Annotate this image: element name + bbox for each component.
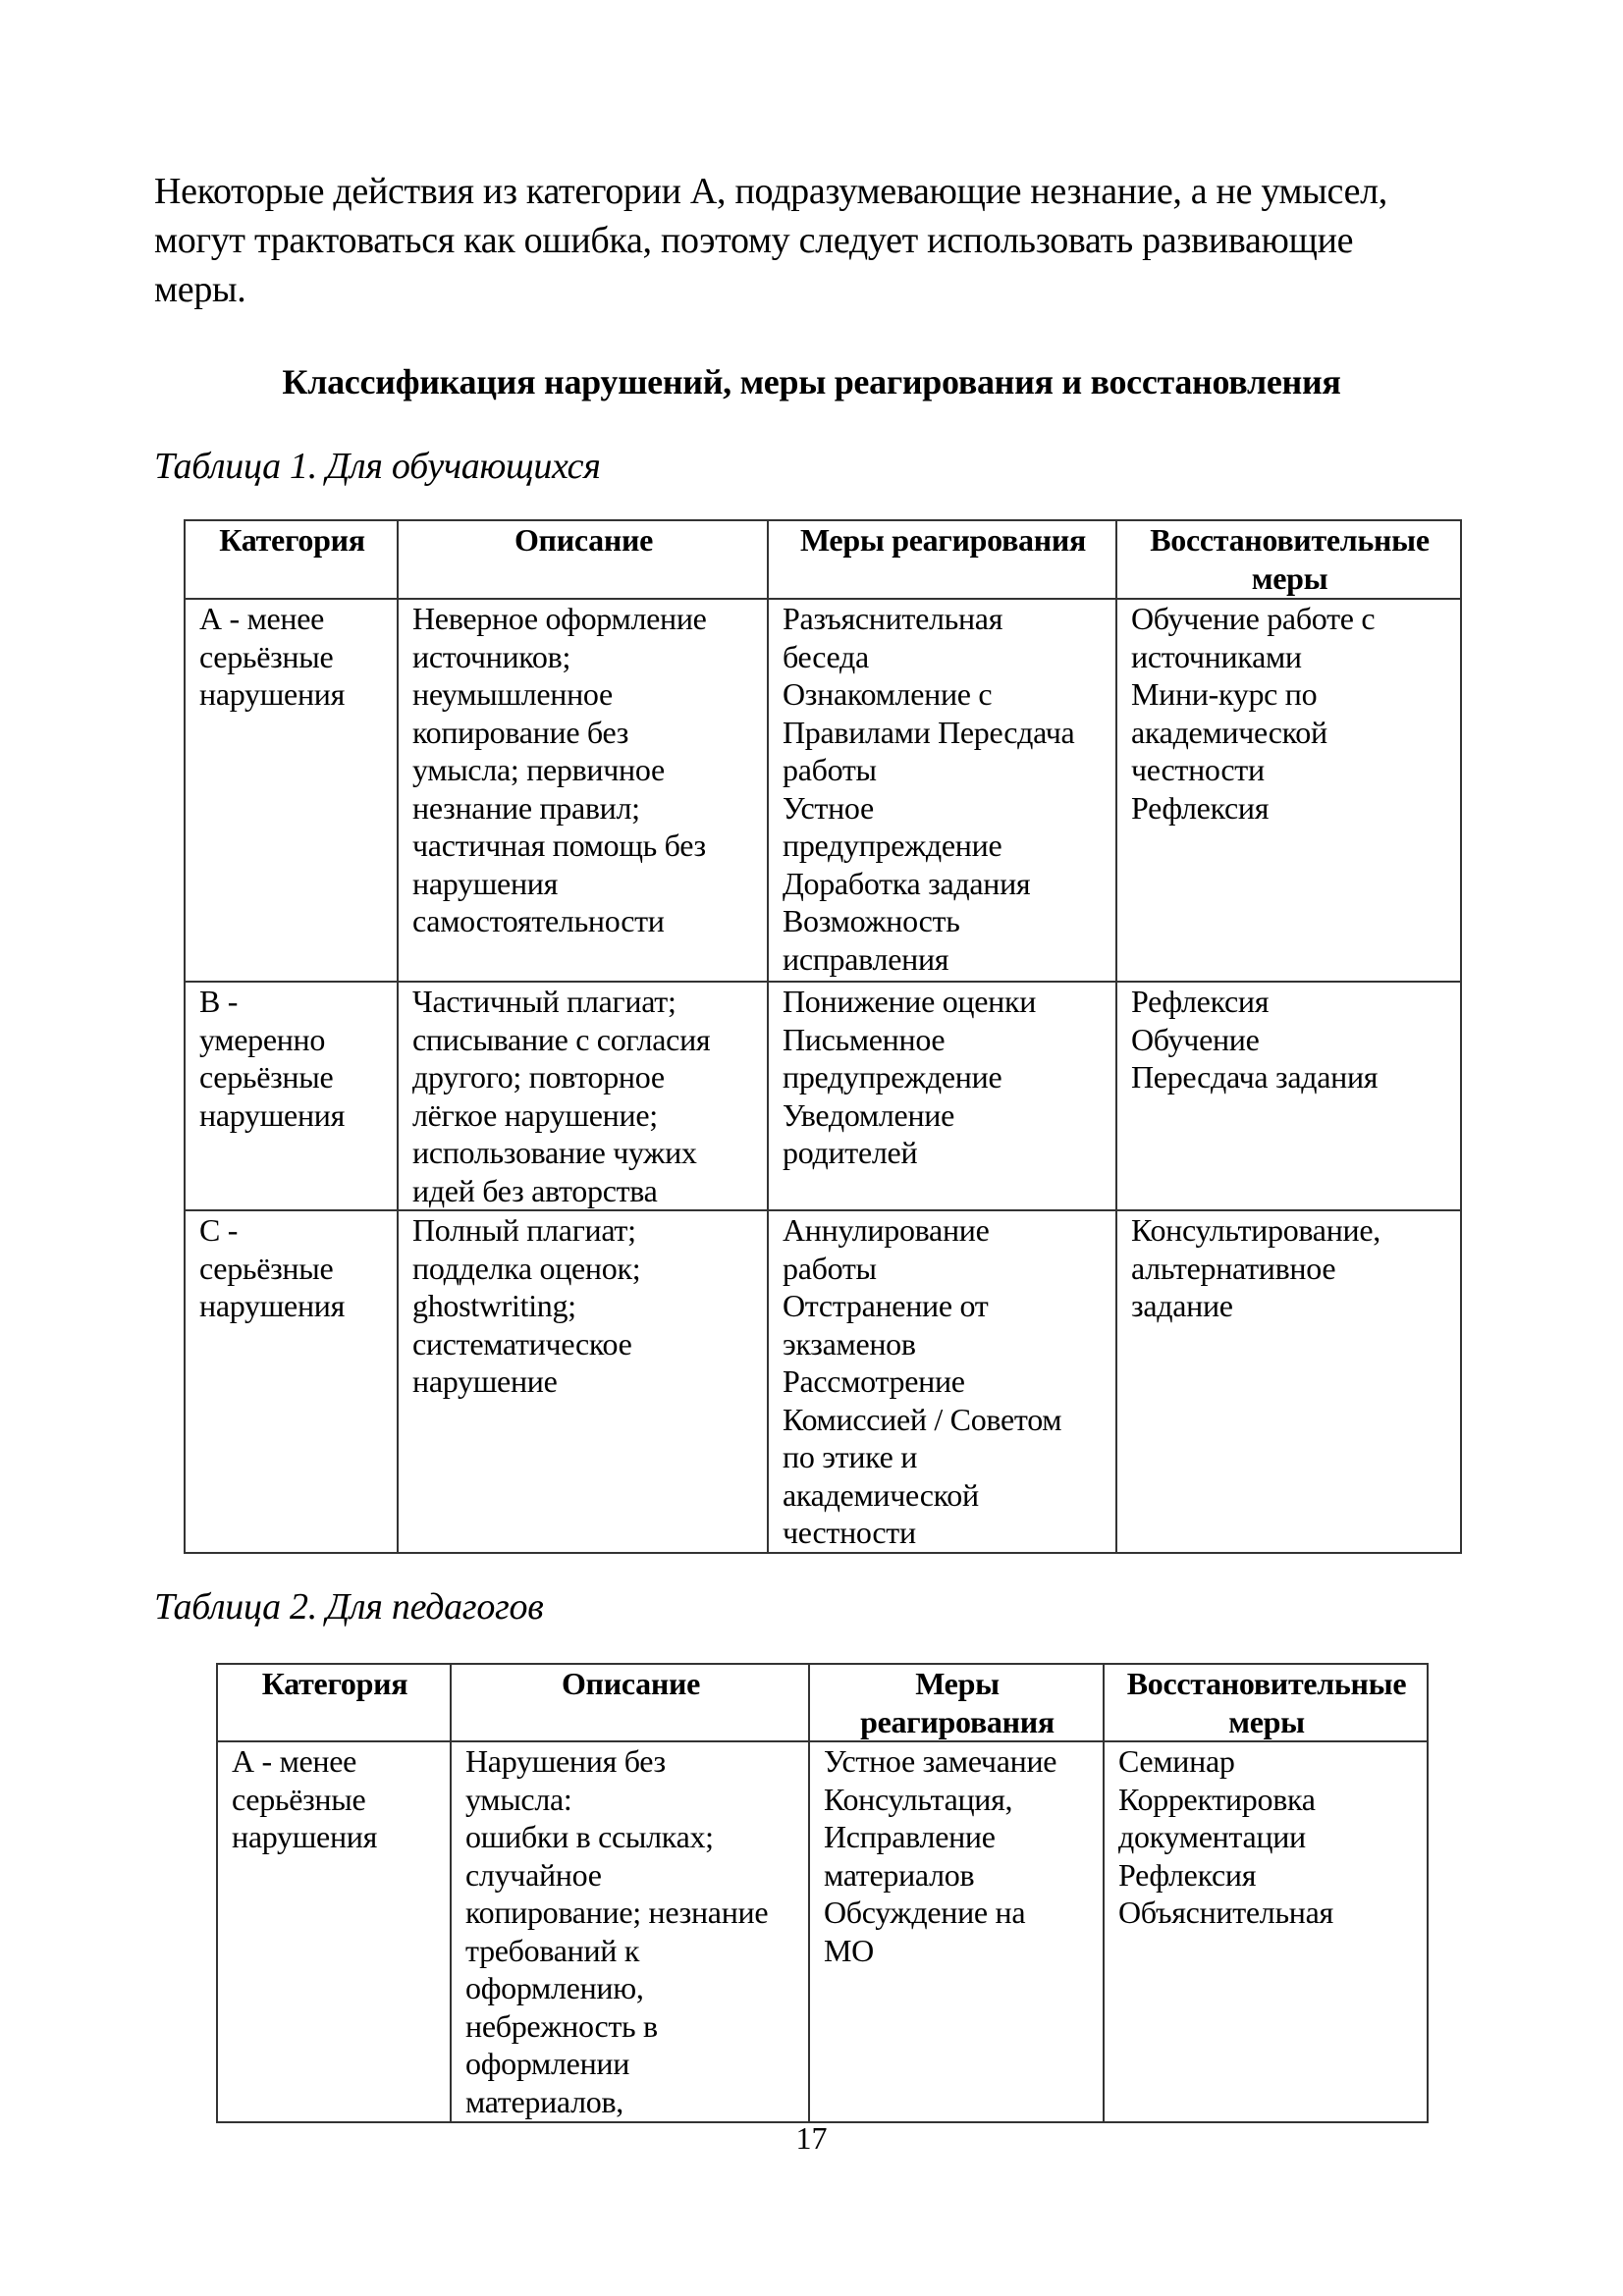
cell-line: С - xyxy=(199,1212,239,1248)
cell-line: Рефлексия xyxy=(1118,1856,1257,1893)
cell-line: экзаменов xyxy=(783,1325,916,1362)
table-header-row xyxy=(185,520,1461,599)
cell-restorative-measures xyxy=(1116,599,1461,982)
cell-line: нарушение xyxy=(412,1363,558,1399)
cell-line: честности xyxy=(1131,752,1265,787)
cell-line: Восстановительные xyxy=(1150,522,1430,558)
header-response-measures xyxy=(768,520,1116,599)
cell-line: предупреждение xyxy=(783,1059,1002,1095)
header-category xyxy=(185,520,398,599)
cell-line: МО xyxy=(824,1932,874,1968)
cell-line: подделка оценок; xyxy=(412,1250,641,1286)
cell-line: задание xyxy=(1131,1288,1233,1323)
cell-line: Возможность xyxy=(783,903,960,938)
cell-line: самостоятельности xyxy=(412,903,665,938)
cell-line: Меры реагирования xyxy=(799,522,1087,558)
cell-restorative-measures xyxy=(1116,982,1461,1210)
cell-line: другого; повторное xyxy=(412,1059,665,1095)
cell-line: Консультация, xyxy=(824,1781,1013,1817)
cell-line: лёгкое нарушение; xyxy=(412,1096,658,1133)
cell-category xyxy=(185,599,398,982)
cell-line: А - менее xyxy=(232,1743,357,1779)
cell-line: умысла: xyxy=(465,1781,572,1817)
cell-line: Категория xyxy=(261,1666,408,1701)
table-header-row xyxy=(217,1664,1428,1741)
cell-line: нарушения xyxy=(199,676,346,712)
cell-line: использование чужих xyxy=(412,1135,697,1170)
cell-response-measures xyxy=(809,1741,1104,2122)
cell-line: серьёзные xyxy=(199,1250,334,1286)
cell-line: Частичный плагиат; xyxy=(412,984,676,1019)
cell-category xyxy=(185,1210,398,1553)
intro-paragraph xyxy=(154,167,1470,314)
cell-line: честности xyxy=(783,1515,916,1550)
cell-line: Устное xyxy=(783,789,874,826)
cell-line: А - менее xyxy=(199,601,325,636)
cell-line: случайное xyxy=(465,1856,602,1893)
intro-line: могут трактоваться как ошибка, поэтому следует использовать развивающие xyxy=(154,220,1354,261)
cell-line: Отстранение от xyxy=(783,1288,989,1323)
cell-line: по этике и xyxy=(783,1439,918,1474)
cell-line: родителей xyxy=(783,1135,918,1170)
cell-line: Мини-курс по xyxy=(1131,676,1318,712)
cell-description xyxy=(398,599,768,982)
cell-line: академической xyxy=(783,1476,979,1513)
cell-line: Уведомление xyxy=(783,1096,954,1133)
cell-line: Описание xyxy=(514,522,654,558)
cell-line: Объяснительная xyxy=(1118,1895,1333,1930)
cell-description xyxy=(451,1741,809,2122)
cell-line: академической xyxy=(1131,714,1327,750)
cell-line: работы xyxy=(783,752,877,787)
cell-line: нарушения xyxy=(199,1288,346,1323)
page-number: 17 xyxy=(795,2120,828,2156)
cell-line: исправления xyxy=(783,940,949,977)
table-row xyxy=(185,1210,1461,1553)
header-description xyxy=(398,520,768,599)
cell-line: серьёзные xyxy=(232,1781,366,1817)
cell-line: предупреждение xyxy=(783,828,1002,863)
header-category xyxy=(217,1664,451,1741)
cell-line: незнание правил; xyxy=(412,789,640,826)
cell-line: Ознакомление с xyxy=(783,676,993,712)
cell-line: требований к xyxy=(465,1932,640,1968)
cell-line: умысла; первичное xyxy=(412,752,665,787)
cell-category xyxy=(217,1741,451,2122)
cell-restorative-measures xyxy=(1104,1741,1428,2122)
cell-line: копирование без xyxy=(412,714,629,750)
cell-line: оформлении xyxy=(465,2046,630,2081)
cell-line: Рефлексия xyxy=(1131,984,1270,1019)
cell-line: Категория xyxy=(219,522,365,558)
cell-line: серьёзные xyxy=(199,1059,334,1095)
cell-line: Семинар xyxy=(1118,1743,1235,1779)
cell-line: Восстановительные xyxy=(1126,1666,1407,1701)
cell-line: идей без авторства xyxy=(412,1172,658,1208)
cell-line: нарушения xyxy=(232,1819,378,1854)
cell-line: Корректировка xyxy=(1118,1781,1316,1817)
cell-line: ошибки в ссылках; xyxy=(465,1819,714,1854)
cell-line: реагирования xyxy=(860,1703,1055,1739)
cell-line: Письменное xyxy=(783,1021,946,1057)
cell-line: документации xyxy=(1118,1819,1306,1854)
cell-line: Описание xyxy=(561,1666,701,1701)
cell-response-measures xyxy=(768,982,1116,1210)
cell-line: списывание с согласия xyxy=(412,1021,711,1057)
header-response-measures xyxy=(809,1664,1104,1741)
header-restorative-measures xyxy=(1104,1664,1428,1741)
cell-line: работы xyxy=(783,1250,877,1286)
header-description xyxy=(451,1664,809,1741)
cell-response-measures xyxy=(768,599,1116,982)
cell-line: систематическое xyxy=(412,1325,632,1362)
cell-line: неумышленное xyxy=(412,676,613,712)
cell-line: материалов xyxy=(824,1856,975,1893)
cell-line: Доработка задания xyxy=(783,865,1031,901)
table-1-caption: Таблица 1. Для обучающихся xyxy=(154,446,601,487)
cell-line: Обучение работе с xyxy=(1131,601,1376,636)
table-row xyxy=(185,599,1461,982)
cell-line: Исправление xyxy=(824,1819,996,1854)
cell-line: Обучение xyxy=(1131,1021,1260,1057)
table-students xyxy=(184,519,1462,1554)
cell-line: меры xyxy=(1228,1703,1305,1739)
cell-line: источниками xyxy=(1131,638,1302,674)
cell-line: Устное замечание xyxy=(824,1743,1057,1779)
cell-line: Рефлексия xyxy=(1131,789,1270,826)
cell-restorative-measures xyxy=(1116,1210,1461,1553)
cell-description xyxy=(398,1210,768,1553)
cell-category xyxy=(185,982,398,1210)
cell-line: Меры xyxy=(915,1666,1000,1701)
header-restorative-measures xyxy=(1116,520,1461,599)
cell-line: Рассмотрение xyxy=(783,1363,965,1399)
cell-line: меры xyxy=(1251,560,1328,596)
cell-line: Консультирование, xyxy=(1131,1212,1380,1248)
cell-line: Комиссией / Советом xyxy=(783,1401,1062,1437)
cell-line: Понижение оценки xyxy=(783,984,1037,1019)
cell-line: копирование; незнание xyxy=(465,1895,769,1930)
cell-description xyxy=(398,982,768,1210)
cell-line: нарушения xyxy=(199,1096,346,1133)
cell-line: небрежность в xyxy=(465,2007,658,2044)
cell-line: нарушения xyxy=(412,865,559,901)
table-row xyxy=(217,1741,1428,2122)
cell-line: ghostwriting; xyxy=(412,1288,576,1323)
cell-response-measures xyxy=(768,1210,1116,1553)
cell-line: альтернативное xyxy=(1131,1250,1336,1286)
cell-line: Правилами Пересдача xyxy=(783,714,1075,750)
intro-line: меры. xyxy=(154,269,246,310)
table-teachers xyxy=(216,1663,1429,2123)
cell-line: Нарушения без xyxy=(465,1743,666,1779)
intro-line: Некоторые действия из категории А, подразумевающие незнание, а не умысел, xyxy=(154,171,1387,212)
cell-line: Неверное оформление xyxy=(412,601,707,636)
cell-line: Пересдача задания xyxy=(1131,1059,1379,1095)
cell-line: В - xyxy=(199,984,239,1019)
cell-line: Полный плагиат; xyxy=(412,1212,636,1248)
cell-line: Аннулирование xyxy=(783,1212,990,1248)
cell-line: серьёзные xyxy=(199,638,334,674)
cell-line: частичная помощь без xyxy=(412,828,706,863)
cell-line: Обсуждение на xyxy=(824,1895,1026,1930)
cell-line: материалов, xyxy=(465,2083,623,2119)
section-title: Классификация нарушений, меры реагирования и восстановления xyxy=(282,362,1341,401)
cell-line: Разъяснительная xyxy=(783,601,1003,636)
cell-line: умеренно xyxy=(199,1021,326,1057)
table-row xyxy=(185,982,1461,1210)
table-2-caption: Таблица 2. Для педагогов xyxy=(154,1586,544,1628)
cell-line: источников; xyxy=(412,638,571,674)
cell-line: беседа xyxy=(783,638,869,674)
cell-line: оформлению, xyxy=(465,1970,644,2005)
